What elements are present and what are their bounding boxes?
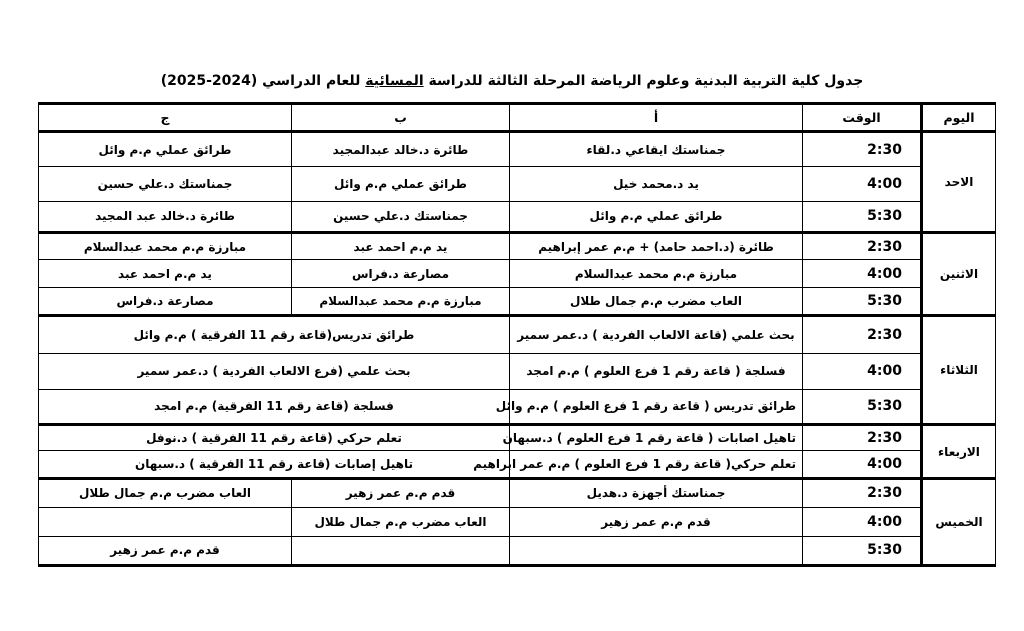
cell-a: طرائق عملي م.م وائل [510,201,803,233]
time-cell: 5:30 [803,389,922,425]
cell-b: طائرة د.خالد عبدالمجيد [292,132,510,167]
cell-b: مبارزة م.م محمد عبدالسلام [292,287,510,315]
cell-c: طرائق عملي م.م وائل [39,132,292,167]
day-cell-sunday: الاحد [922,132,996,233]
cell-c [39,508,292,536]
cell-a: بحث علمي (قاعة الالعاب الفردية ) د.عمر سمير [510,316,803,354]
cell-a: طرائق تدريس ( قاعة رقم 1 فرع العلوم ) م.م وائل [510,389,803,425]
time-cell: 5:30 [803,287,922,315]
cell-bc: تعلم حركي (قاعة رقم 11 الفرقية ) د.نوفل [39,425,510,451]
time-cell: 5:30 [803,201,922,233]
table-row [39,316,996,354]
cell-a: قدم م.م عمر زهير [510,508,803,536]
cell-b: يد م.م احمد عبد [292,233,510,260]
time-cell: 4:00 [803,353,922,389]
cell-b: العاب مضرب م.م جمال طلال [292,508,510,536]
time-cell: 2:30 [803,316,922,354]
table-row [39,166,996,201]
cell-a: مبارزة م.م محمد عبدالسلام [510,260,803,287]
table-row [39,201,996,233]
cell-a: تاهيل اصابات ( قاعة رقم 1 فرع العلوم ) د.سبهان [510,425,803,451]
cell-bc: تاهيل إصابات (قاعة رقم 11 الفرقية ) د.سبهان [39,451,510,478]
table-row [39,478,996,507]
time-cell: 2:30 [803,425,922,451]
cell-c: مصارعة د.فراس [39,287,292,315]
header-row [39,104,996,132]
time-cell: 4:00 [803,508,922,536]
page-title [0,73,1024,90]
cell-bc: بحث علمي (فرع الالعاب الفردية ) د.عمر سمير [39,353,510,389]
cell-a [510,536,803,565]
time-cell: 4:00 [803,166,922,201]
title-underlined: المسائية [365,73,424,89]
header-a: أ [510,104,803,132]
cell-c: يد م.م احمد عبد [39,260,292,287]
cell-b: مصارعة د.فراس [292,260,510,287]
day-cell-tuesday: الثلاثاء [922,316,996,425]
cell-bc: طرائق تدريس(قاعة رقم 11 الفرقية ) م.م وائل [39,316,510,354]
cell-b [292,536,510,565]
time-cell: 2:30 [803,233,922,260]
title-prefix: جدول كلية التربية البدنية وعلوم الرياضة المرحلة الثالثة للدراسة [423,73,864,89]
cell-b: جمناستك د.علي حسين [292,201,510,233]
time-cell: 4:00 [803,260,922,287]
cell-c: العاب مضرب م.م جمال طلال [39,478,292,507]
cell-a: تعلم حركي( قاعة رقم 1 فرع العلوم ) م.م عمر ابراهيم [510,451,803,478]
cell-c: مبارزة م.م محمد عبدالسلام [39,233,292,260]
day-cell-monday: الاثنين [922,233,996,316]
cell-c: طائرة د.خالد عبد المجيد [39,201,292,233]
header-c: ج [39,104,292,132]
table-row [39,536,996,565]
table-row [39,451,996,478]
schedule-table [38,102,996,567]
table-row [39,425,996,451]
day-cell-thursday: الخميس [922,478,996,565]
day-cell-wednesday: الاربعاء [922,425,996,479]
time-cell: 5:30 [803,536,922,565]
cell-c: جمناستك د.علي حسين [39,166,292,201]
header-b: ب [292,104,510,132]
table-row [39,353,996,389]
table-row [39,233,996,260]
cell-b: قدم م.م عمر زهير [292,478,510,507]
table-row [39,287,996,315]
cell-c: قدم م.م عمر زهير [39,536,292,565]
cell-a: العاب مضرب م.م جمال طلال [510,287,803,315]
table-row [39,508,996,536]
cell-a: طائرة (د.احمد حامد) + م.م عمر إبراهيم [510,233,803,260]
cell-a: فسلجة ( قاعة رقم 1 فرع العلوم ) م.م امجد [510,353,803,389]
cell-a: جمناستك أجهزة د.هديل [510,478,803,507]
table-row [39,260,996,287]
cell-b: طرائق عملي م.م وائل [292,166,510,201]
cell-a: جمناستك ايقاعي د.لقاء [510,132,803,167]
header-day: اليوم [922,104,996,132]
table-row [39,132,996,167]
cell-a: يد د.محمد خيل [510,166,803,201]
cell-bc: فسلجة (قاعة رقم 11 الفرقية) م.م امجد [39,389,510,425]
title-suffix: للعام الدراسي (2024-2025) [160,73,366,89]
time-cell: 2:30 [803,478,922,507]
time-cell: 2:30 [803,132,922,167]
header-time: الوقت [803,104,922,132]
time-cell: 4:00 [803,451,922,478]
table-row [39,389,996,425]
